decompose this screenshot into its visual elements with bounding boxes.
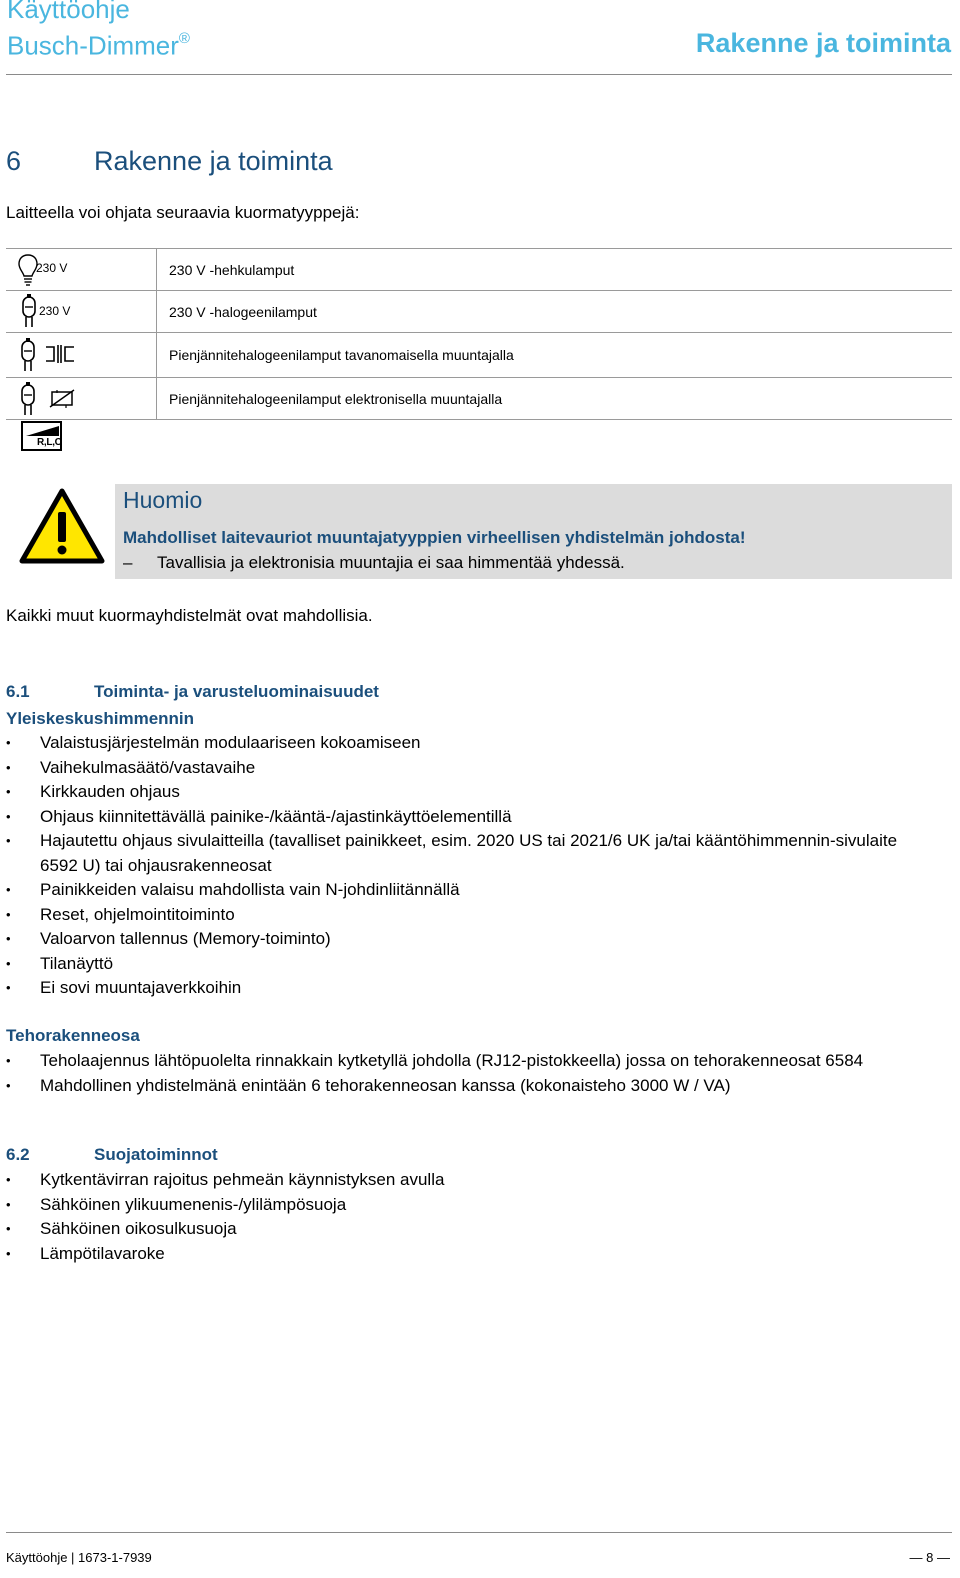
- document-title: Käyttöohje: [7, 0, 130, 24]
- list-item: • Sähköinen ylikuumenenis-/ylilämpösuoja: [6, 1193, 952, 1218]
- load-icon-cell: [6, 291, 157, 332]
- load-row: [6, 332, 952, 377]
- protection-features-list: [6, 1168, 952, 1266]
- warning-triangle-icon: [19, 488, 105, 564]
- footer-divider: [6, 1532, 952, 1533]
- header-section-title: Rakenne ja toiminta: [695, 28, 951, 58]
- notice-title: Huomio: [123, 487, 203, 513]
- list-item: • Painikkeiden valaisu mahdollista vain N-johdinliitännällä: [6, 878, 952, 903]
- list-item: • Hajautettu ohjaus sivulaitteilla (tavalliset painikkeet, esim. 2020 US tai 2021/6 UK ja/tai kääntöhimmennin-sivulaite 6592 U) tai ohjausrakenneosat: [6, 829, 952, 878]
- load-types-table: [6, 248, 952, 420]
- section-6-2-title: Suojatoiminnot: [94, 1145, 218, 1164]
- incandescent-lamp-icon: [18, 253, 38, 287]
- registered-mark: ®: [178, 30, 190, 47]
- load-icon-cell: [6, 249, 157, 290]
- load-icon-label: 230 V: [39, 304, 71, 318]
- chapter-intro: Laitteella voi ohjata seuraavia kuormatyyppejä:: [6, 203, 360, 222]
- subheading-power-module: Tehorakenneosa: [6, 1026, 140, 1045]
- load-text: Pienjännitehalogeenilamput tavanomaisella muuntajalla: [169, 347, 514, 363]
- load-icon-cell: [6, 333, 157, 377]
- product-name: [7, 24, 190, 63]
- page-number: — 8 —: [909, 1550, 950, 1565]
- list-item: • Tilanäyttö: [6, 952, 952, 977]
- rlc-label: R,L,C: [37, 437, 62, 448]
- section-6-1-number: 6.1: [6, 682, 30, 701]
- notice-subtitle: Mahdolliset laitevauriot muuntajatyyppien virheellisen yhdistelmän johdosta!: [123, 528, 746, 547]
- rlc-dimmer-icon: [21, 421, 62, 451]
- list-item: • Mahdollinen yhdistelmänä enintään 6 tehorakenneosan kanssa (kokonaisteho 3000 W / VA): [6, 1074, 952, 1099]
- list-item: • Valoarvon tallennus (Memory-toiminto): [6, 927, 952, 952]
- load-icon-cell: [6, 378, 157, 419]
- load-icon-label: 230 V: [36, 261, 68, 275]
- halogen-lamp-icon: [21, 293, 37, 329]
- load-text: 230 V -hehkulamput: [169, 261, 295, 278]
- footer-document-id: Käyttöohje | 1673-1-7939: [6, 1550, 152, 1565]
- notice-dash: –: [123, 553, 133, 572]
- list-item: • Kirkkauden ohjaus: [6, 780, 952, 805]
- load-text: 230 V -halogeenilamput: [169, 303, 317, 320]
- load-row: [6, 290, 952, 332]
- central-dimmer-features-list: [6, 731, 952, 1001]
- product-name-text: Busch-Dimmer: [7, 30, 179, 61]
- list-item: • Reset, ohjelmointitoiminto: [6, 903, 952, 928]
- load-row: [6, 248, 952, 290]
- ramp-icon: [24, 425, 61, 437]
- list-item: • Lämpötilavaroke: [6, 1242, 952, 1267]
- section-6-2-number: 6.2: [6, 1145, 30, 1164]
- lv-halogen-electronic-transformer-icon: [20, 381, 80, 417]
- list-item: • Ohjaus kiinnitettävällä painike-/kääntä-/ajastinkäyttöelementillä: [6, 805, 952, 830]
- lv-halogen-conventional-transformer-icon: [20, 337, 80, 373]
- list-item: • Sähköinen oikosulkusuoja: [6, 1217, 952, 1242]
- section-6-1-title: Toiminta- ja varusteluominaisuudet: [94, 682, 379, 701]
- list-item: • Valaistusjärjestelmän modulaariseen kokoamiseen: [6, 731, 952, 756]
- chapter-title: Rakenne ja toiminta: [94, 146, 333, 176]
- list-item: • Ei sovi muuntajaverkkoihin: [6, 976, 952, 1001]
- subheading-central-dimmer: Yleiskeskushimmennin: [6, 709, 195, 728]
- header-divider: [6, 74, 952, 75]
- notice-text: Tavallisia ja elektronisia muuntajia ei saa himmentää yhdessä.: [157, 553, 625, 572]
- chapter-number: 6: [6, 146, 22, 176]
- list-item: • Vaihekulmasäätö/vastavaihe: [6, 756, 952, 781]
- after-notice-text: Kaikki muut kuormayhdistelmät ovat mahdollisia.: [6, 606, 373, 625]
- load-row: [6, 377, 952, 420]
- load-text: Pienjännitehalogeenilamput elektronisella muuntajalla: [169, 390, 503, 407]
- list-item: • Teholaajennus lähtöpuolelta rinnakkain kytketyllä johdolla (RJ12-pistokkeella) jossa on tehorakenneosat 6584: [6, 1049, 952, 1074]
- list-item: • Kytkentävirran rajoitus pehmeän käynnistyksen avulla: [6, 1168, 952, 1193]
- power-module-features-list: [6, 1049, 952, 1098]
